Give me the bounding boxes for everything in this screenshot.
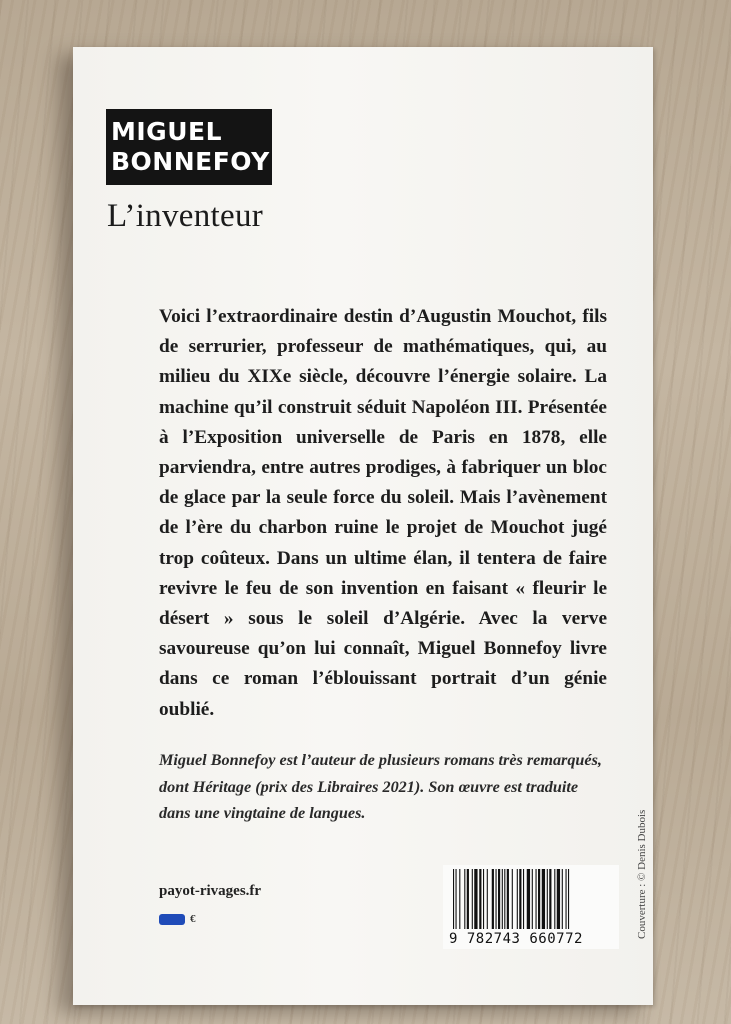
book-back-cover (73, 47, 653, 1005)
author-bio: Miguel Bonnefoy est l’auteur de plusieurs romans très remarqués, dont Héritage (prix des Libraires 2021). Son œuvre est traduite dans une vingtaine de langues. (159, 751, 602, 822)
price (159, 913, 196, 925)
barcode-bars (451, 869, 611, 931)
isbn-number: 9 782743 660772 (449, 931, 583, 947)
cover-credit: Couverture : © Denis Dubois (636, 809, 648, 939)
author-first-name: MIGUEL (111, 117, 223, 146)
author-name-block (106, 109, 272, 185)
redacted-price-mark (159, 914, 185, 925)
author-last-name: BONNEFOY (111, 147, 270, 176)
blurb-text: Voici l’extraordinaire destin d’Augustin Mouchot, fils de serrurier, professeur de mathématiques, qui, au milieu du XIXe siècle, découvre l’énergie solaire. La machine qu’il construit séduit Napoléon III. Présentée à l’Exposition universelle de Paris en 1878, elle parviendra, entre autres prodiges, à fabriquer un bloc de glace par la seule force du soleil. Mais l’avènement de l’ère du charbon ruine le projet de Mouchot jugé trop coûteux. Dans un ultime élan, il tentera de faire revivre le feu de son invention en faisant « fleurir le désert » sous le soleil d’Algérie. Avec la verve savoureuse qu’on lui connaît, Miguel Bonnefoy livre dans ce roman l’éblouissant portrait d’un génie oublié. (159, 306, 607, 720)
price-currency: € (190, 913, 196, 925)
barcode (443, 865, 619, 949)
publisher-website: payot-rivages.fr (159, 883, 262, 899)
book-title: L’inventeur (107, 198, 264, 234)
